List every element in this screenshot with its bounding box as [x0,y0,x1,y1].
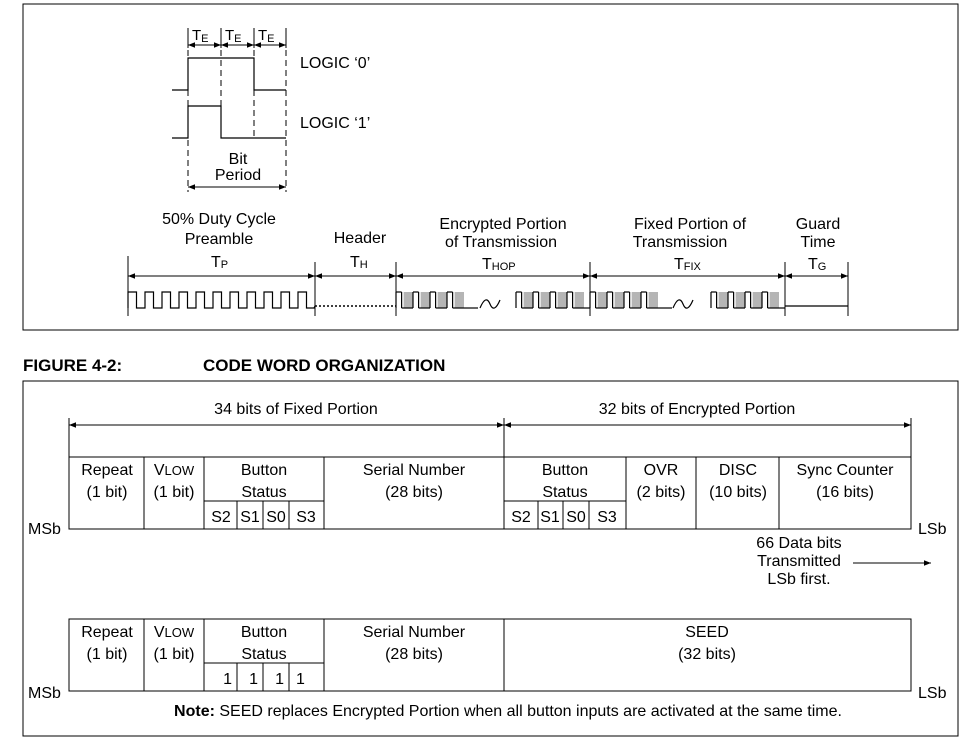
lsb-label-1: LSb [918,521,947,538]
button-status-label-1: Button [240,462,288,479]
bit-value-2: 1 [249,671,258,688]
disc-label: DISC [718,462,758,479]
encrypted-label-2: of Transmission [444,234,558,251]
timing-panel-frame [23,4,958,330]
preamble-label-1: 50% Duty Cycle [162,211,276,228]
break-symbol-fixed [673,300,693,308]
te-label-2: TE [225,27,242,45]
preamble-label-2: Preamble [184,231,254,248]
data-waveform [396,292,785,308]
te-label-1: TE [192,27,209,45]
fixed-label-2: Transmission [632,234,728,251]
seed-label: SEED [685,624,729,641]
header-symbol: TH [350,254,368,271]
guard-label-1: Guard [795,216,841,233]
bit2-s0: S0 [566,509,586,526]
bit-s2: S2 [211,509,231,526]
lsb-label-2: LSb [918,685,947,702]
bit-value-3: 1 [275,671,284,688]
vlow-label-2: VLOW [153,624,195,641]
bit-s3: S3 [296,509,316,526]
code-word-row-1 [69,457,911,529]
vlow-label: VLOW [153,462,195,479]
button-status-label-2: Status [241,484,287,501]
serial-number-label: Serial Number [362,462,466,479]
disc-size: (10 bits) [709,484,767,501]
repeat-size-2: (1 bit) [86,646,128,663]
serial-number-label-2: Serial Number [362,624,466,641]
repeat-label: Repeat [81,462,133,479]
guard-symbol: TG [808,256,827,273]
encrypted-span-label: 32 bits of Encrypted Portion [598,401,796,418]
bit-period-label-2: Period [214,167,262,184]
transmit-note-2: Transmitted [757,553,841,570]
ovr-label: OVR [643,462,679,479]
serial-number-size-2: (28 bits) [385,646,443,663]
repeat-size: (1 bit) [86,484,128,501]
vlow-size-2: (1 bit) [153,646,195,663]
preamble-waveform [128,292,315,308]
fixed-span-label: 34 bits of Fixed Portion [214,401,378,418]
span-arrows [69,418,911,458]
encrypted-label-1: Encrypted Portion [439,216,567,233]
bit-s1: S1 [240,509,260,526]
serial-number-size: (28 bits) [385,484,443,501]
seed-size: (32 bits) [678,646,736,663]
bit-value-1: 1 [223,671,232,688]
figure-number: FIGURE 4-2: [23,356,123,375]
msb-label-1: MSb [28,521,61,538]
button-status-3-label-1: Button [240,624,288,641]
bit-period-label-1: Bit [228,151,248,168]
logic-0-waveform [172,58,286,90]
fixed-label-1: Fixed Portion of [633,216,747,233]
logic-0-label: LOGIC ‘0’ [300,55,371,72]
bit2-s2: S2 [511,509,531,526]
button-status-2-label-1: Button [541,462,589,479]
button-status-3-label-2: Status [241,646,287,663]
bit2-s3: S3 [597,509,617,526]
transmit-note-3: LSb first. [767,571,831,588]
preamble-symbol: TP [211,254,229,271]
break-symbol-encrypted [480,300,500,308]
sync-counter-size: (16 bits) [816,484,874,501]
guard-label-2: Time [800,234,836,251]
figure-title: CODE WORD ORGANIZATION [203,356,446,375]
logic-1-label: LOGIC ‘1’ [300,115,371,132]
vlow-size: (1 bit) [153,484,195,501]
seed-note: Note: SEED replaces Encrypted Portion when all button inputs are activated at the same time. [174,703,842,720]
ovr-size: (2 bits) [636,484,686,501]
transmit-note-1: 66 Data bits [756,535,842,552]
button-status-2-label-2: Status [542,484,588,501]
logic-1-waveform [172,106,286,138]
fixed-symbol: TFIX [674,256,701,273]
header-label: Header [333,230,387,247]
msb-label-2: MSb [28,685,61,702]
bit2-s1: S1 [540,509,560,526]
code-word-row-2 [69,619,911,691]
te-label-3: TE [258,27,275,45]
bit-s0: S0 [266,509,286,526]
bit-value-4: 1 [296,671,305,688]
repeat-label-2: Repeat [81,624,133,641]
encrypted-symbol: THOP [482,256,516,273]
sync-counter-label: Sync Counter [796,462,894,479]
